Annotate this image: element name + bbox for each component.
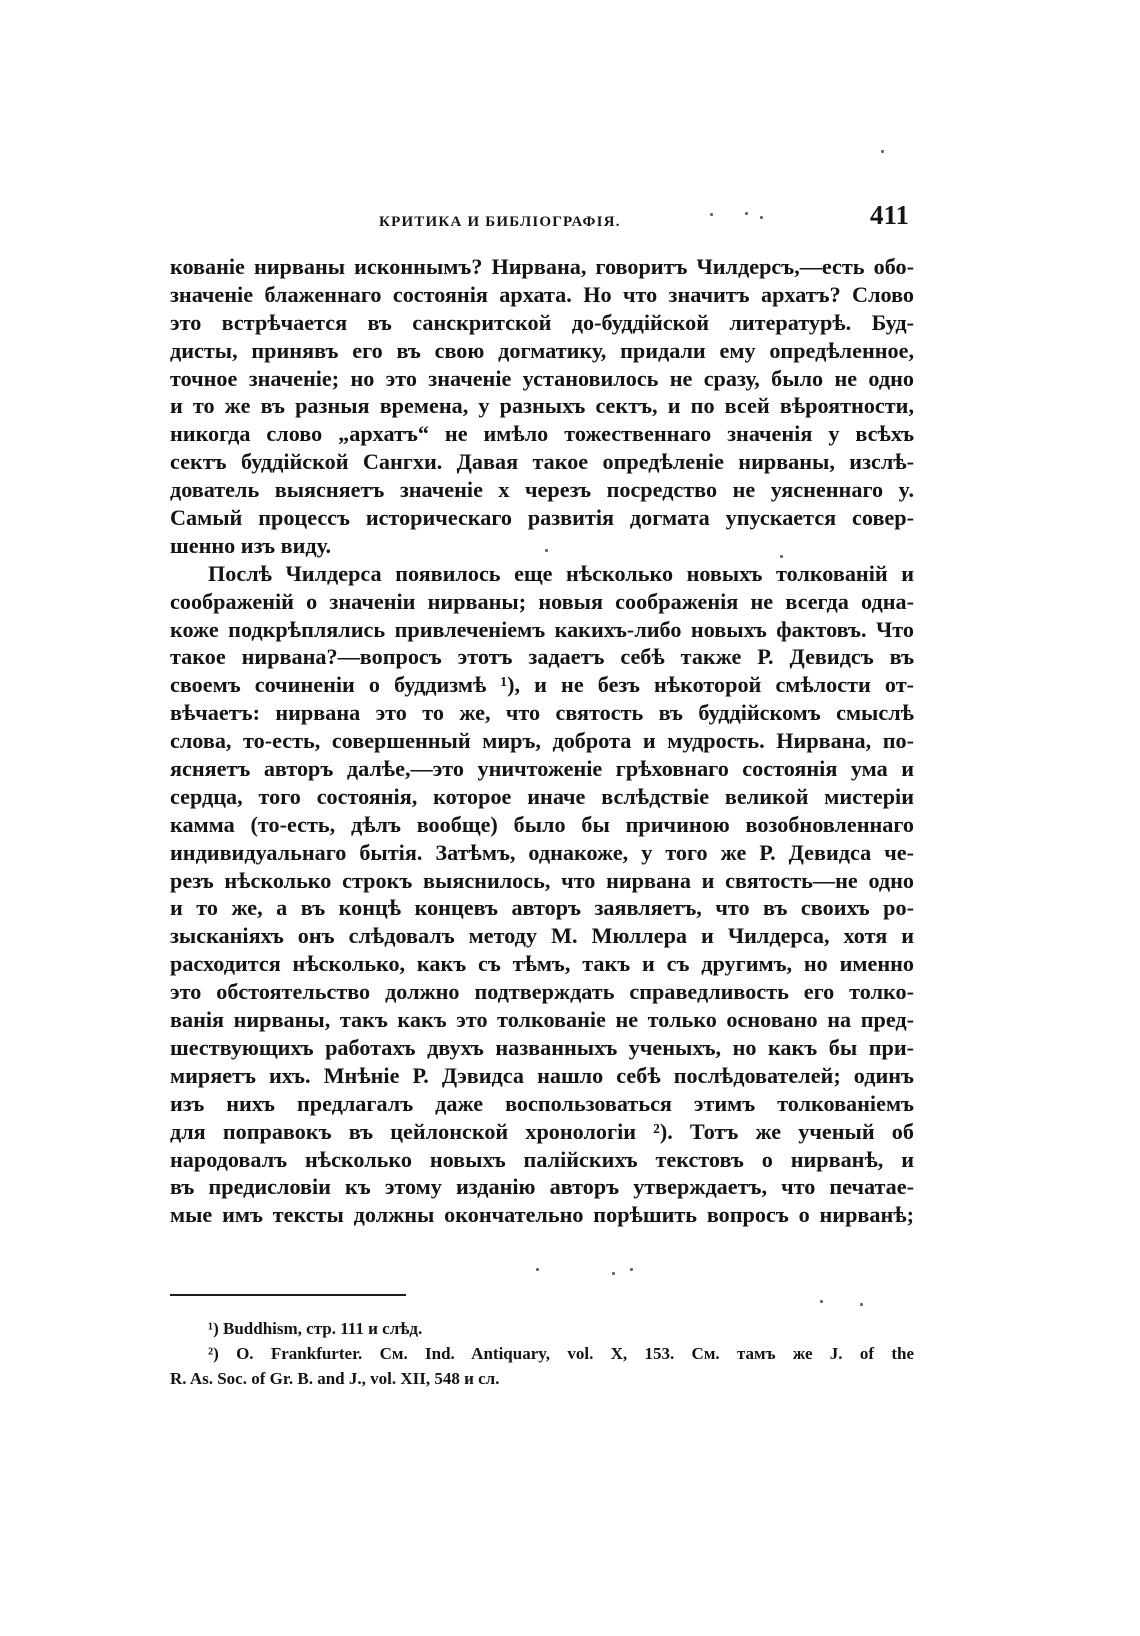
- scan-speck: [545, 549, 548, 552]
- footnotes: [170, 1316, 914, 1391]
- text-line: и то же, а въ концѣ концевъ авторъ заявляетъ, что въ своихъ ро-: [170, 895, 914, 921]
- text-line: сектъ буддійской Сангхи. Давая такое опредѣленіе нирваны, изслѣ-: [170, 449, 914, 475]
- text-line: шенно изъ виду.: [170, 532, 331, 558]
- text-line: зысканіяхъ онъ слѣдовалъ методу М. Мюллера и Чилдерса, хотя и: [170, 923, 914, 949]
- text-line: это встрѣчается въ санскритской до-буддійской литературѣ. Буд-: [170, 309, 914, 335]
- text-line: значеніе блаженнаго состоянія архата. Но что значитъ архатъ? Слово: [170, 281, 914, 307]
- text-line: ясняетъ авторъ далѣе,—это уничтоженіе грѣховнаго состоянія ума и: [170, 756, 914, 782]
- text-line: дователь выясняетъ значеніе x черезъ посредство не уясненнаго y.: [170, 477, 914, 503]
- text-line: точное значеніе; но это значеніе установилось не сразу, было не одно: [170, 365, 914, 391]
- text-line: расходится нѣсколько, какъ съ тѣмъ, такъ и съ другимъ, но именно: [170, 951, 914, 977]
- scan-speck: [780, 555, 783, 558]
- text-line: миряетъ ихъ. Мнѣніе Р. Дэвидса нашло себѣ послѣдователей; одинъ: [170, 1062, 914, 1088]
- text-line: изъ нихъ предлагалъ даже воспользоваться этимъ толкованіемъ: [170, 1090, 914, 1116]
- page-header: [379, 200, 909, 240]
- scan-speck: [745, 212, 748, 215]
- text-line: Самый процессъ историческаго развитія догмата упускается совер-: [170, 505, 914, 531]
- text-line: слова, то-есть, совершенный миръ, доброта и мудрость. Нирвана, по-: [170, 728, 914, 754]
- footnote-divider: [170, 1294, 406, 1296]
- paragraph-first-line: Послѣ Чилдерса появилось еще нѣсколько новыхъ толкованій и: [208, 560, 914, 586]
- scan-speck: [881, 150, 884, 153]
- text-line: индивидуальнаго бытія. Затѣмъ, однакоже, у того же Р. Девидса че-: [170, 839, 914, 865]
- text-line: камма (то-есть, дѣлъ вообще) было бы причиною возобновленнаго: [170, 811, 914, 837]
- footnote-continuation: R. As. Soc. of Gr. B. and J., vol. XII, 548 и сл.: [170, 1369, 500, 1388]
- footnote: ¹) Buddhism, стр. 111 и слѣд.: [208, 1319, 423, 1338]
- scan-speck: [630, 1268, 633, 1271]
- text-line: мые имъ тексты должны окончательно порѣшить вопросъ о нирванѣ;: [170, 1202, 914, 1228]
- text-line: сердца, того состоянія, которое иначе вслѣдствіе великой мистеріи: [170, 783, 914, 809]
- text-line: кованіе нирваны исконнымъ? Нирвана, говоритъ Чилдерсъ,—есть обо-: [170, 254, 914, 279]
- text-line: это обстоятельство должно подтверждать справедливость его толко-: [170, 979, 914, 1005]
- text-line: въ предисловіи къ этому изданію авторъ утверждаетъ, что печатае-: [170, 1174, 914, 1200]
- text-line: шествующихъ работахъ двухъ названныхъ ученыхъ, но какъ бы при-: [170, 1034, 914, 1060]
- text-line: такое нирвана?—вопросъ этотъ задаетъ себѣ также Р. Девидсъ въ: [170, 644, 914, 670]
- text-line: соображеній о значеніи нирваны; новыя соображенія не всегда одна-: [170, 588, 914, 614]
- text-line: своемъ сочиненіи о буддизмѣ ¹), и не безъ нѣкоторой смѣлости от-: [170, 672, 914, 698]
- scan-speck: [710, 213, 713, 216]
- text-line: резъ нѣсколько строкъ выяснилось, что нирвана и святость—не одно: [170, 867, 914, 893]
- scan-speck: [820, 1300, 823, 1303]
- text-line: дисты, принявъ его въ свою догматику, придали ему опредѣленное,: [170, 337, 914, 363]
- text-line: коже подкрѣплялись привлеченіемъ какихъ-либо новыхъ фактовъ. Что: [170, 616, 914, 642]
- text-line: и то же въ разныя времена, у разныхъ сектъ, и по всей вѣроятности,: [170, 393, 914, 419]
- text-line: никогда слово „архатъ“ не имѣло тожественнаго значенія у всѣхъ: [170, 421, 914, 447]
- scan-speck: [860, 1303, 863, 1306]
- page-number: 411: [869, 200, 909, 230]
- footnote: ²) O. Frankfurter. См. Ind. Antiquary, vol. X, 153. См. тамъ же J. of the: [208, 1344, 914, 1363]
- running-head: КРИТИКА И БИБЛІОГРАФІЯ.: [379, 214, 621, 230]
- text-line: народовалъ нѣсколько новыхъ палійскихъ текстовъ о нирванѣ, и: [170, 1146, 914, 1172]
- text-line: для поправокъ въ цейлонской хронологіи ²). Тотъ же ученый об: [170, 1118, 914, 1144]
- body-text: [170, 253, 914, 1229]
- text-line: вѣчаетъ: нирвана это то же, что святость въ буддійскомъ смыслѣ: [170, 700, 914, 726]
- text-line: ванія нирваны, такъ какъ это толкованіе не только основано на пред-: [170, 1007, 914, 1033]
- scan-speck: [760, 216, 763, 219]
- scan-speck: [536, 1268, 539, 1271]
- scan-speck: [612, 1272, 615, 1275]
